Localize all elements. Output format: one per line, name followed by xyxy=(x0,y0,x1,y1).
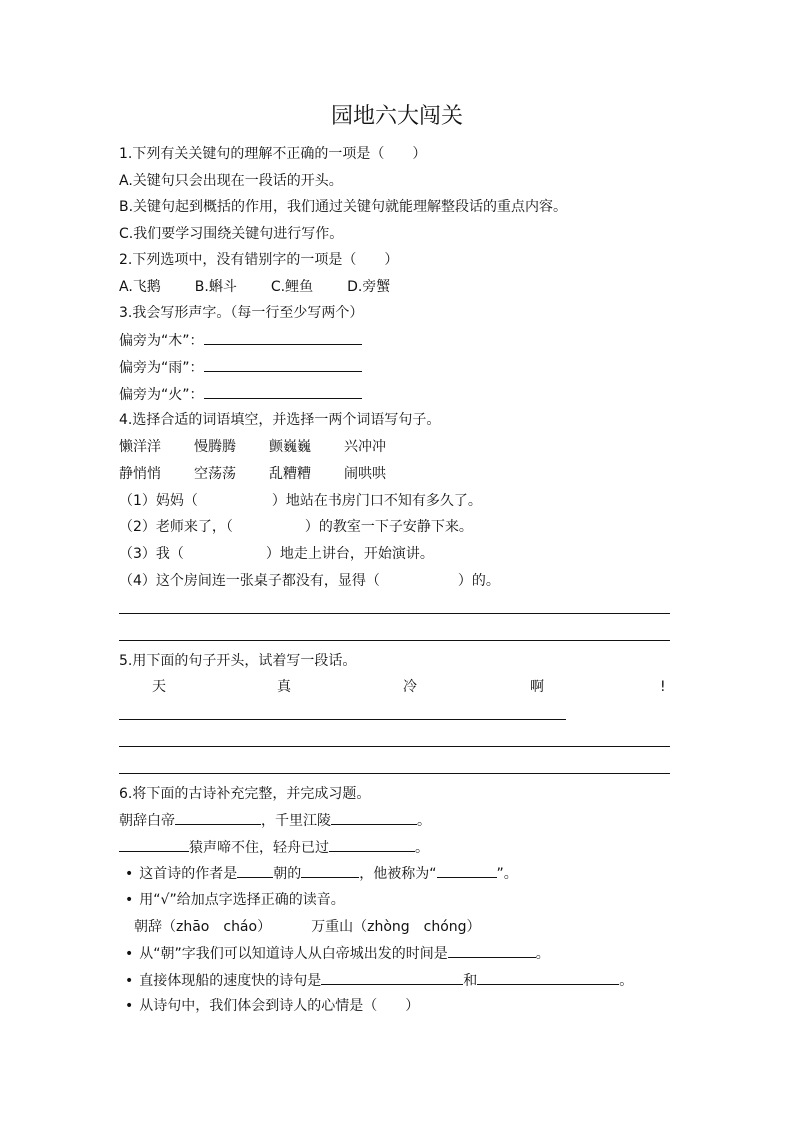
sentence-text: ）地站在书房门口不知有多久了。 xyxy=(271,493,482,509)
q3-row-label: 偏旁为“木”： xyxy=(119,333,204,349)
word-option: 慢腾腾 xyxy=(194,439,236,455)
q4-sentence-1 xyxy=(119,491,482,511)
q2-options xyxy=(119,277,390,297)
q5-char: 啊 xyxy=(530,679,544,695)
answer-blank[interactable] xyxy=(204,357,362,372)
word-option: 静悄悄 xyxy=(119,466,161,482)
q5-char: 天 xyxy=(152,679,166,695)
word-option: 颤巍巍 xyxy=(269,439,311,455)
q6-bullet-time xyxy=(125,943,550,964)
q4-stem: 4.选择合适的词语填空，并选择一两个词语写句子。 xyxy=(119,412,441,428)
q2-option-a: A.飞鹅 xyxy=(119,279,161,295)
page-title: 园地六大闯关 xyxy=(330,104,463,129)
q5-char: ! xyxy=(660,679,666,695)
poem-line-1 xyxy=(119,810,431,831)
answer-blank[interactable] xyxy=(477,970,619,985)
writing-line[interactable] xyxy=(119,719,566,720)
bullet-text: 。 xyxy=(535,946,550,962)
poem-text: ，千里江陵 xyxy=(261,813,331,829)
answer-blank[interactable] xyxy=(204,330,362,345)
bullet-text: ”。 xyxy=(496,866,518,882)
q2-option-d: D.旁蟹 xyxy=(347,279,391,295)
poem-line-2 xyxy=(119,837,429,858)
q5-stem: 5.用下面的句子开头，试着写一段话。 xyxy=(119,653,357,669)
answer-blank[interactable] xyxy=(119,837,189,852)
sentence-text: （3）我（ xyxy=(119,546,184,562)
bullet-text: 从诗句中，我们体会到诗人的心情是（ ） xyxy=(139,998,420,1014)
q3-row-label: 偏旁为“雨”： xyxy=(119,360,204,376)
q3-stem: 3.我会写形声字。（每一行至少写两个） xyxy=(119,305,364,321)
q2-stem: 2.下列选项中，没有错别字的一项是（ ） xyxy=(119,252,399,268)
bullet-text: ，他被称为“ xyxy=(359,866,437,882)
poem-text: 朝辞白帝 xyxy=(119,813,175,829)
answer-blank[interactable] xyxy=(204,384,362,399)
poem-text: 猿声啼不住，轻舟已过 xyxy=(189,840,329,856)
bullet-icon: • xyxy=(125,946,134,962)
q5-char: 冷 xyxy=(403,679,417,695)
q1-option-a: A.关键句只会出现在一段话的开头。 xyxy=(119,173,343,189)
pronunciation-choice[interactable]: 万重山（zhòng chóng） xyxy=(311,919,481,935)
q6-bullet-author xyxy=(125,863,518,884)
bullet-icon: • xyxy=(125,866,134,882)
q1-option-b: B.关键句起到概括的作用，我们通过关键句就能理解整段话的重点内容。 xyxy=(119,199,568,215)
sentence-text: （4）这个房间连一张桌子都没有，显得（ xyxy=(119,573,380,589)
bullet-text: 和 xyxy=(463,973,478,989)
bullet-text: 朝的 xyxy=(273,866,302,882)
q2-option-c: C.鲤鱼 xyxy=(270,279,314,295)
q3-row-label: 偏旁为“火”： xyxy=(119,387,204,403)
q6-bullet-mood xyxy=(125,996,419,1016)
word-option: 懒洋洋 xyxy=(119,439,161,455)
bullet-text: 这首诗的作者是 xyxy=(139,866,238,882)
answer-blank[interactable] xyxy=(175,810,261,825)
bullet-text: 直接体现船的速度快的诗句是 xyxy=(139,973,322,989)
word-option: 兴冲冲 xyxy=(344,439,386,455)
sentence-text: ）的。 xyxy=(457,573,500,589)
q4-sentence-2 xyxy=(119,517,473,537)
q3-row-rain xyxy=(119,357,362,378)
answer-blank[interactable] xyxy=(331,810,417,825)
answer-blank[interactable] xyxy=(329,837,415,852)
sentence-text: （2）老师来了，（ xyxy=(119,519,233,535)
q4-sentence-4 xyxy=(119,571,500,591)
bullet-icon: • xyxy=(125,998,134,1014)
word-option: 乱糟糟 xyxy=(269,466,311,482)
sentence-text: ）地走上讲台，开始演讲。 xyxy=(265,546,434,562)
answer-blank[interactable] xyxy=(321,970,463,985)
answer-blank[interactable] xyxy=(437,863,497,878)
poem-text: 。 xyxy=(417,813,431,829)
writing-line[interactable] xyxy=(119,773,670,774)
pronunciation-choice[interactable]: 朝辞（zhāo cháo） xyxy=(134,919,272,935)
bullet-icon: • xyxy=(125,973,134,989)
word-option: 空荡荡 xyxy=(194,466,236,482)
q6-bullet-speed xyxy=(125,970,633,991)
bullet-text: 用“√”给加点字选择正确的读音。 xyxy=(139,892,345,908)
writing-line[interactable] xyxy=(119,746,670,747)
answer-blank[interactable] xyxy=(237,863,273,878)
sentence-text: ）的教室一下子安静下来。 xyxy=(304,519,473,535)
q1-stem: 1.下列有关关键句的理解不正确的一项是（ ） xyxy=(119,146,427,162)
q3-row-fire xyxy=(119,384,362,405)
q4-word-row-1 xyxy=(119,437,386,457)
bullet-icon: • xyxy=(125,892,134,908)
writing-line[interactable] xyxy=(119,613,670,614)
word-option: 闹哄哄 xyxy=(344,466,386,482)
q3-row-wood xyxy=(119,330,362,351)
bullet-text: 。 xyxy=(619,973,634,989)
q4-sentence-3 xyxy=(119,544,434,564)
answer-blank[interactable] xyxy=(448,943,536,958)
sentence-text: （1）妈妈（ xyxy=(119,493,198,509)
q5-char: 真 xyxy=(277,679,291,695)
pronunciation-row xyxy=(134,917,481,937)
poem-text: 。 xyxy=(415,840,429,856)
q6-bullet-pronunciation xyxy=(125,890,345,910)
q2-option-b: B.蝌斗 xyxy=(194,279,237,295)
q6-stem: 6.将下面的古诗补充完整，并完成习题。 xyxy=(119,786,371,802)
bullet-text: 从“朝”字我们可以知道诗人从白帝城出发的时间是 xyxy=(139,946,448,962)
answer-blank[interactable] xyxy=(301,863,359,878)
q4-word-row-2 xyxy=(119,464,386,484)
q1-option-c: C.我们要学习围绕关键句进行写作。 xyxy=(119,226,344,242)
writing-line[interactable] xyxy=(119,640,670,641)
